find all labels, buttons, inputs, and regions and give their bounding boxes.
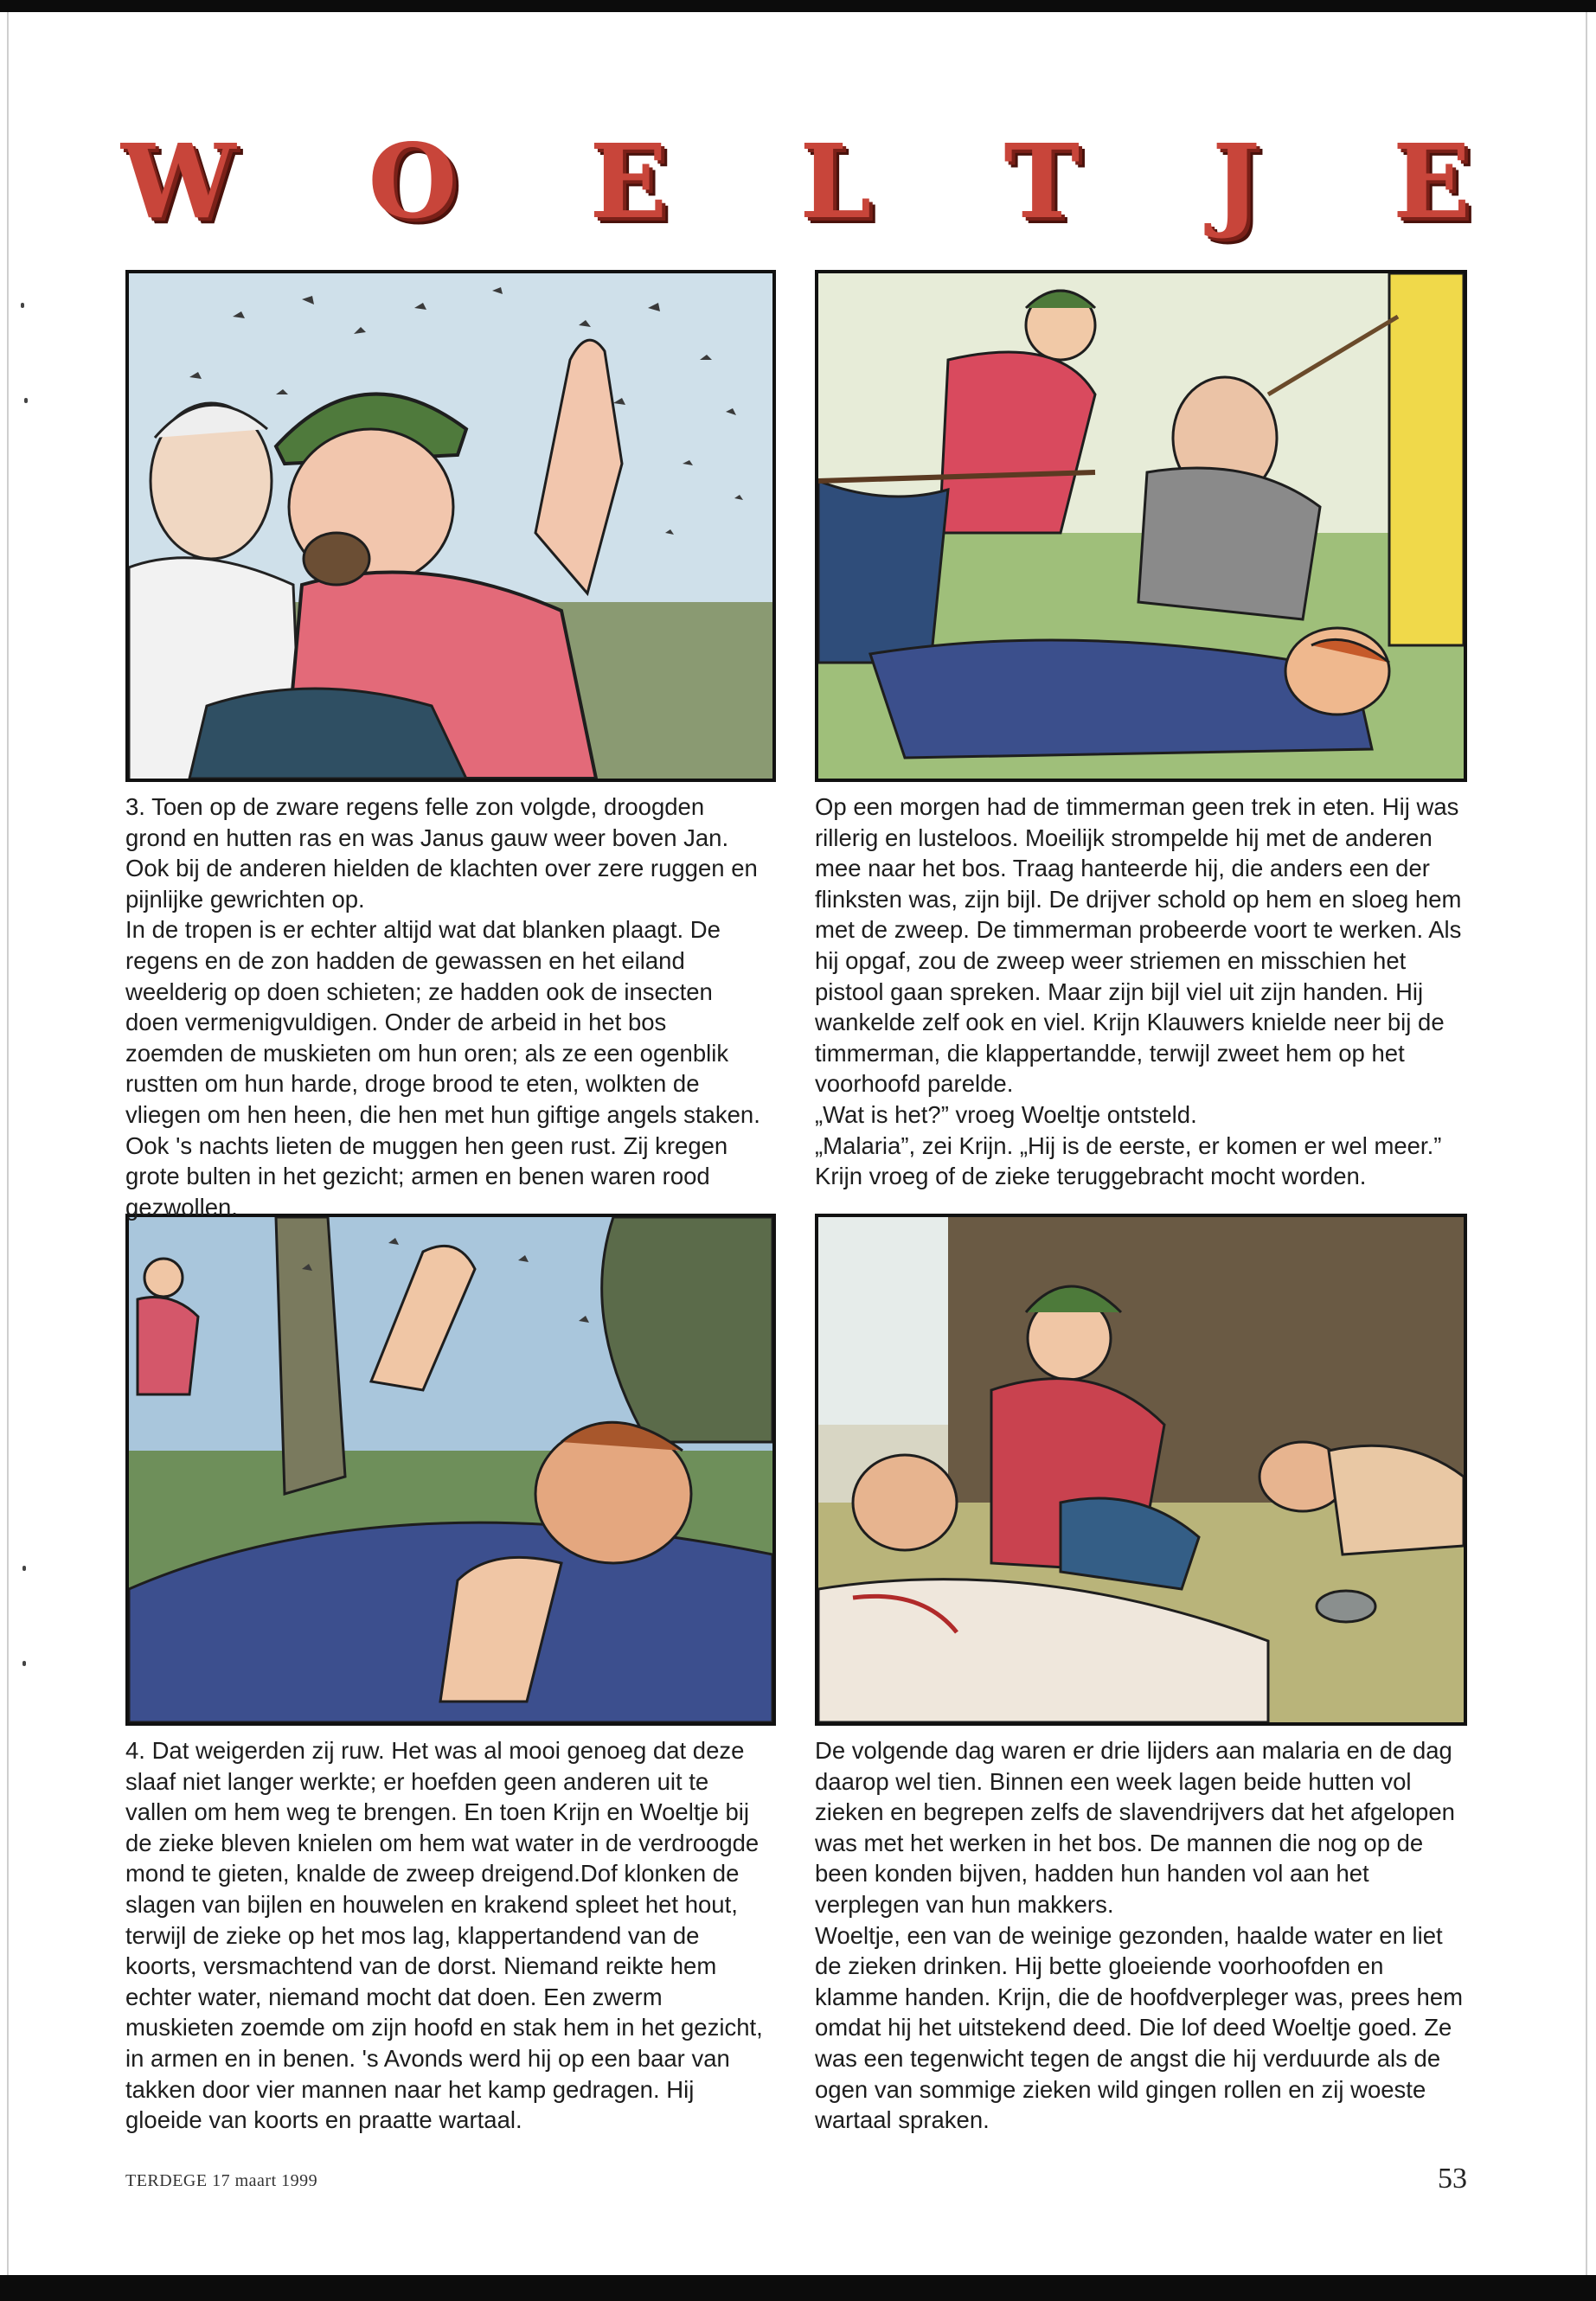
paragraph: Op een morgen had de timmerman geen trek in eten. Hij was rillerig en lusteloos. Moeilijk strompelde hij met de anderen mee naar het bos. Traag hanteerde hij, die anders een der flinksten was, zijn bijl. De drijver schold op hem en sloeg hem met de zweep. De timmerman probeerde voort te werken. Als hij opgaf, zou de zweep weer striemen en misschien het pistool gaan spreken. Maar zijn bijl viel uit zijn handen. Hij wankelde zelf ook en viel. Krijn Klauwers knielde neer bij de timmerman, die klappertandde, terwijl zweet hem op het voorhoofd parelde. bbox=[815, 793, 1462, 1098]
paragraph: 3. Toen op de zware regens felle zon volgde, droogden grond en hutten ras en was Janus gauw weer boven Jan. Ook bij de anderen hielden de klachten over zere ruggen en pijnlijke gewrichten op. bbox=[125, 793, 758, 913]
margin-speck bbox=[22, 1661, 26, 1666]
paragraph: De volgende dag waren er drie lijders aan malaria en de dag daarop wel tien. Binnen een week lagen beide hutten vol zieken en begrepen zelfs de slavendrijvers dat het afgelopen was met het werken in het bos. De mannen die nog op de been konden bijven, hadden hun handen vol aan het verplegen van hun makkers. bbox=[815, 1737, 1455, 1918]
title-letter: J bbox=[1212, 121, 1260, 241]
publication-footer: TERDEGE 17 maart 1999 bbox=[125, 2171, 318, 2190]
title-letter: W bbox=[121, 121, 236, 241]
title-letter: T bbox=[1003, 121, 1080, 241]
top-black-bar bbox=[0, 0, 1596, 12]
comic-panel-hut-nursing bbox=[815, 1214, 1467, 1726]
column-left-bottom-text bbox=[125, 1735, 766, 2136]
page-number: 53 bbox=[1438, 2163, 1467, 2195]
comic-panel-sick-man bbox=[125, 1214, 776, 1726]
column-left-top-text bbox=[125, 792, 766, 1222]
comic-panel-insects bbox=[125, 270, 776, 782]
page-title bbox=[121, 121, 1471, 242]
title-letter: E bbox=[589, 121, 668, 241]
title-letter: L bbox=[799, 121, 872, 241]
paragraph: „Wat is het?” vroeg Woeltje ontsteld. bbox=[815, 1100, 1197, 1128]
margin-speck bbox=[21, 303, 24, 308]
margin-speck bbox=[24, 398, 28, 403]
column-right-bottom-text bbox=[815, 1735, 1467, 2136]
column-right-top-text bbox=[815, 792, 1467, 1192]
title-letter: E bbox=[1393, 121, 1471, 241]
paragraph: 4. Dat weigerden zij ruw. Het was al mooi genoeg dat deze slaaf niet langer werkte; er hoefden geen anderen uit te vallen om hem weg te brengen. En toen Krijn en Woeltje bij de zieke bleven knielen om hem wat water in de verdroogde mond te gieten, knalde de zweep dreigend.Dof klonken de slagen van bijlen en houwelen en krakend spleet het hout, terwijl de zieke op het mos lag, klappertandend van de koorts, versmachtend van de dorst. Niemand reikte hem echter water, niemand mocht dat doen. Een zwerm muskieten zoemde om zijn hoofd en stak hem in het gezicht, in armen en in benen. 's Avonds werd hij op een baar van takken door vier mannen naar het kamp gedragen. Hij gloeide van koorts en praatte wartaal. bbox=[125, 1737, 763, 2134]
margin-speck bbox=[22, 1566, 26, 1571]
title-letter: O bbox=[368, 121, 458, 241]
bottom-black-bar bbox=[0, 2275, 1596, 2301]
paragraph: Woeltje, een van de weinige gezonden, haalde water en liet de zieken drinken. Hij bette gloeiende voorhoofden en klamme handen. Krijn, die de hoofdverpleger was, prees hem omdat hij het uitstekend deed. Die lof deed Woeltje goed. Ze was een tegenwicht tegen de angst die hij verduurde als de ogen van sommige zieken wild gingen rollen en zij woeste wartaal spraken. bbox=[815, 1921, 1464, 2134]
paragraph: In de tropen is er echter altijd wat dat blanken plaagt. De regens en de zon hadden de gewassen en het eiland weelderig op doen schieten; ze hadden ook de insecten doen vermenigvuldigen. Onder de arbeid in het bos zoemden de muskieten om hun oren; als ze een ogenblik rustten om hun harde, droge brood te eten, wolkten de vliegen om hen heen, die hen met hun giftige angels staken. Ook 's nachts lieten de muggen hen geen rust. Zij kregen grote bulten in het gezicht; armen en benen waren rood gezwollen. bbox=[125, 916, 760, 1221]
paragraph: „Malaria”, zei Krijn. „Hij is de eerste, er komen er wel meer.” Krijn vroeg of de zieke teruggebracht mocht worden. bbox=[815, 1131, 1442, 1190]
comic-panel-fallen-carpenter bbox=[815, 270, 1467, 782]
